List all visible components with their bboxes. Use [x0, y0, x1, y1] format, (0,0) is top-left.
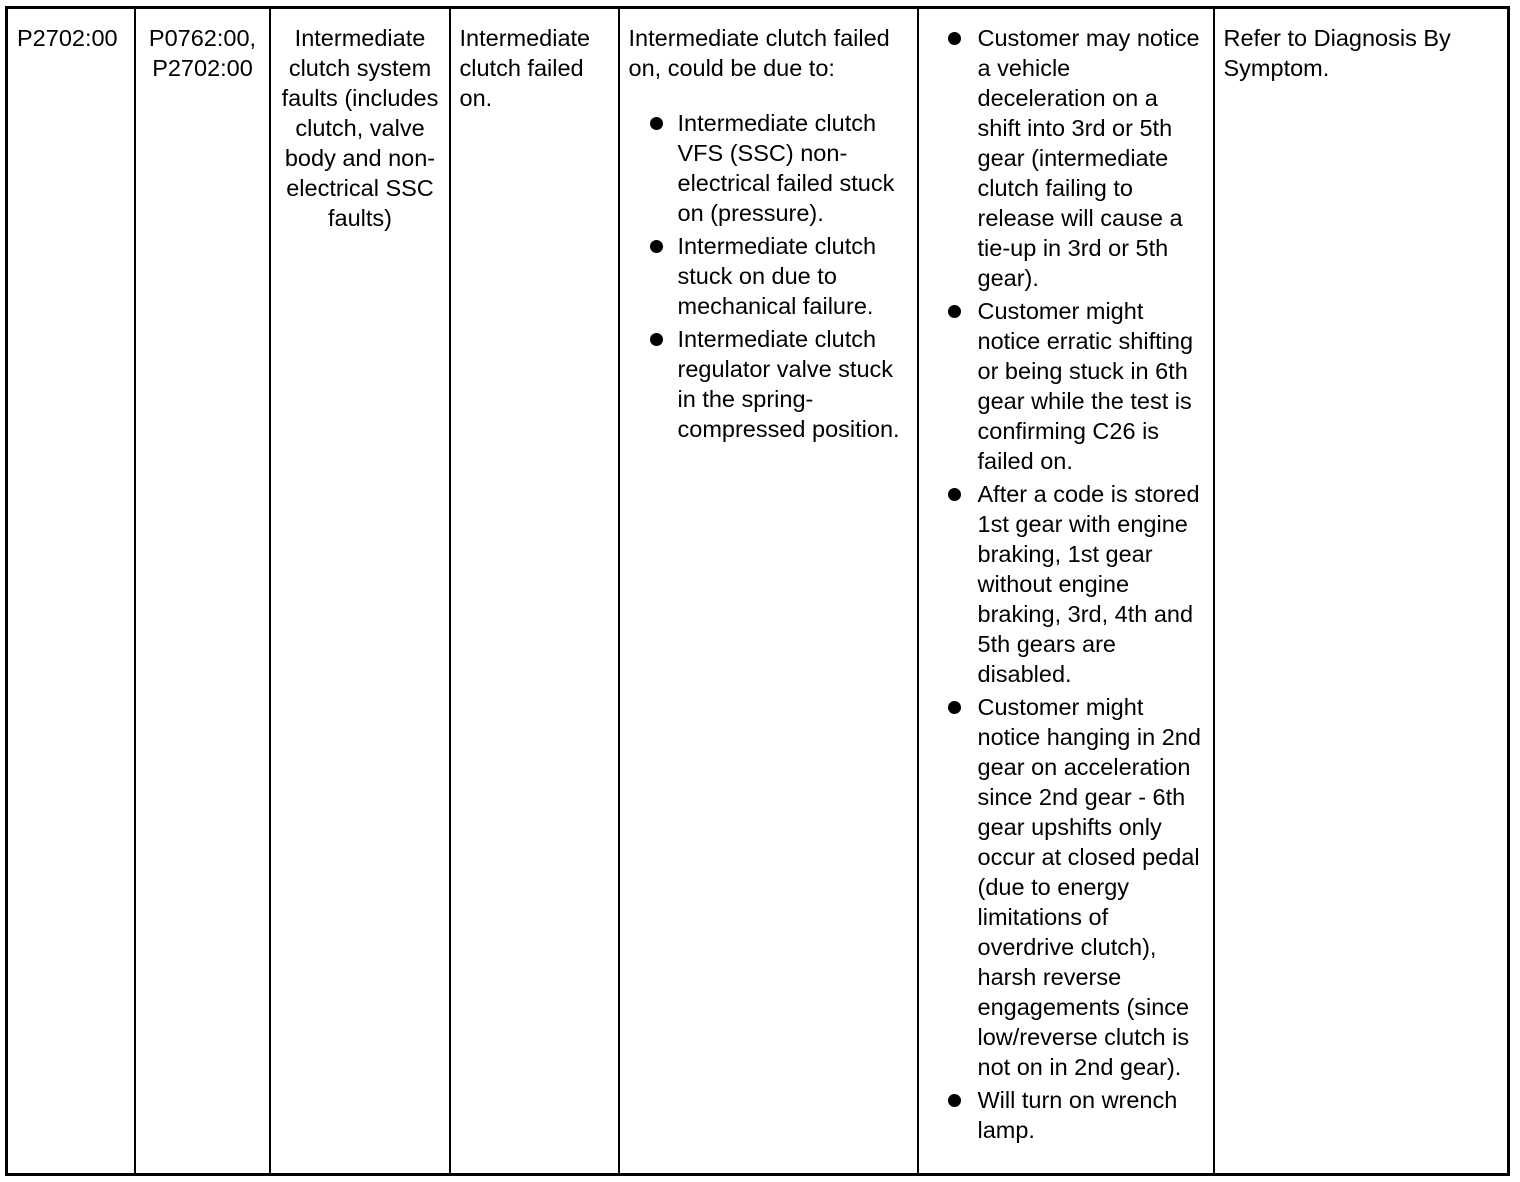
list-item: Customer might notice erratic shifting or being stuck in 6th gear while the test is confirming C26 is failed on.	[928, 296, 1205, 476]
list-item: Intermediate clutch stuck on due to mechanical failure.	[629, 231, 909, 321]
list-item: Customer might notice hanging in 2nd gear on acceleration since 2nd gear - 6th gear upshifts only occur at closed pedal (due to energy limitations of overdrive clutch), harsh reverse engagements (since low/reverse clutch is not on in 2nd gear).	[928, 692, 1205, 1082]
symptoms-cell	[918, 8, 1214, 1175]
list-item: After a code is stored 1st gear with engine braking, 1st gear without engine braking, 3rd, 4th and 5th gears are disabled.	[928, 479, 1205, 689]
cause-cell	[619, 8, 918, 1175]
fault-group-text: Intermediate clutch system faults (includes clutch, valve body and non-electrical SSC faults)	[281, 25, 439, 231]
diagnostic-table	[5, 6, 1510, 1176]
condition-cell	[450, 8, 619, 1175]
condition-text: Intermediate clutch failed on.	[459, 25, 591, 111]
dtc-code: P2702:00	[17, 25, 118, 51]
list-item: Customer may notice a vehicle deceleration on a shift into 3rd or 5th gear (intermediate clutch failing to release will cause a tie-up in 3rd or 5th gear).	[928, 23, 1205, 293]
fault-group-cell	[270, 8, 450, 1175]
related-dtcs-cell	[135, 8, 270, 1175]
cause-intro: Intermediate clutch failed on, could be due to:	[628, 25, 890, 81]
list-item: Intermediate clutch VFS (SSC) non-electrical failed stuck on (pressure).	[629, 108, 909, 228]
list-item: Will turn on wrench lamp.	[928, 1085, 1205, 1145]
action-text: Refer to Diagnosis By Symptom.	[1223, 25, 1451, 81]
dtc-cell	[7, 8, 135, 1175]
related-dtc: P2702:00	[152, 55, 253, 81]
symptoms-list	[928, 23, 1205, 1145]
table-row	[7, 8, 1509, 1175]
list-item: Intermediate clutch regulator valve stuck in the spring-compressed position.	[629, 324, 909, 444]
related-dtc: P0762:00,	[148, 25, 257, 51]
cause-list	[629, 108, 909, 444]
action-cell	[1214, 8, 1509, 1175]
